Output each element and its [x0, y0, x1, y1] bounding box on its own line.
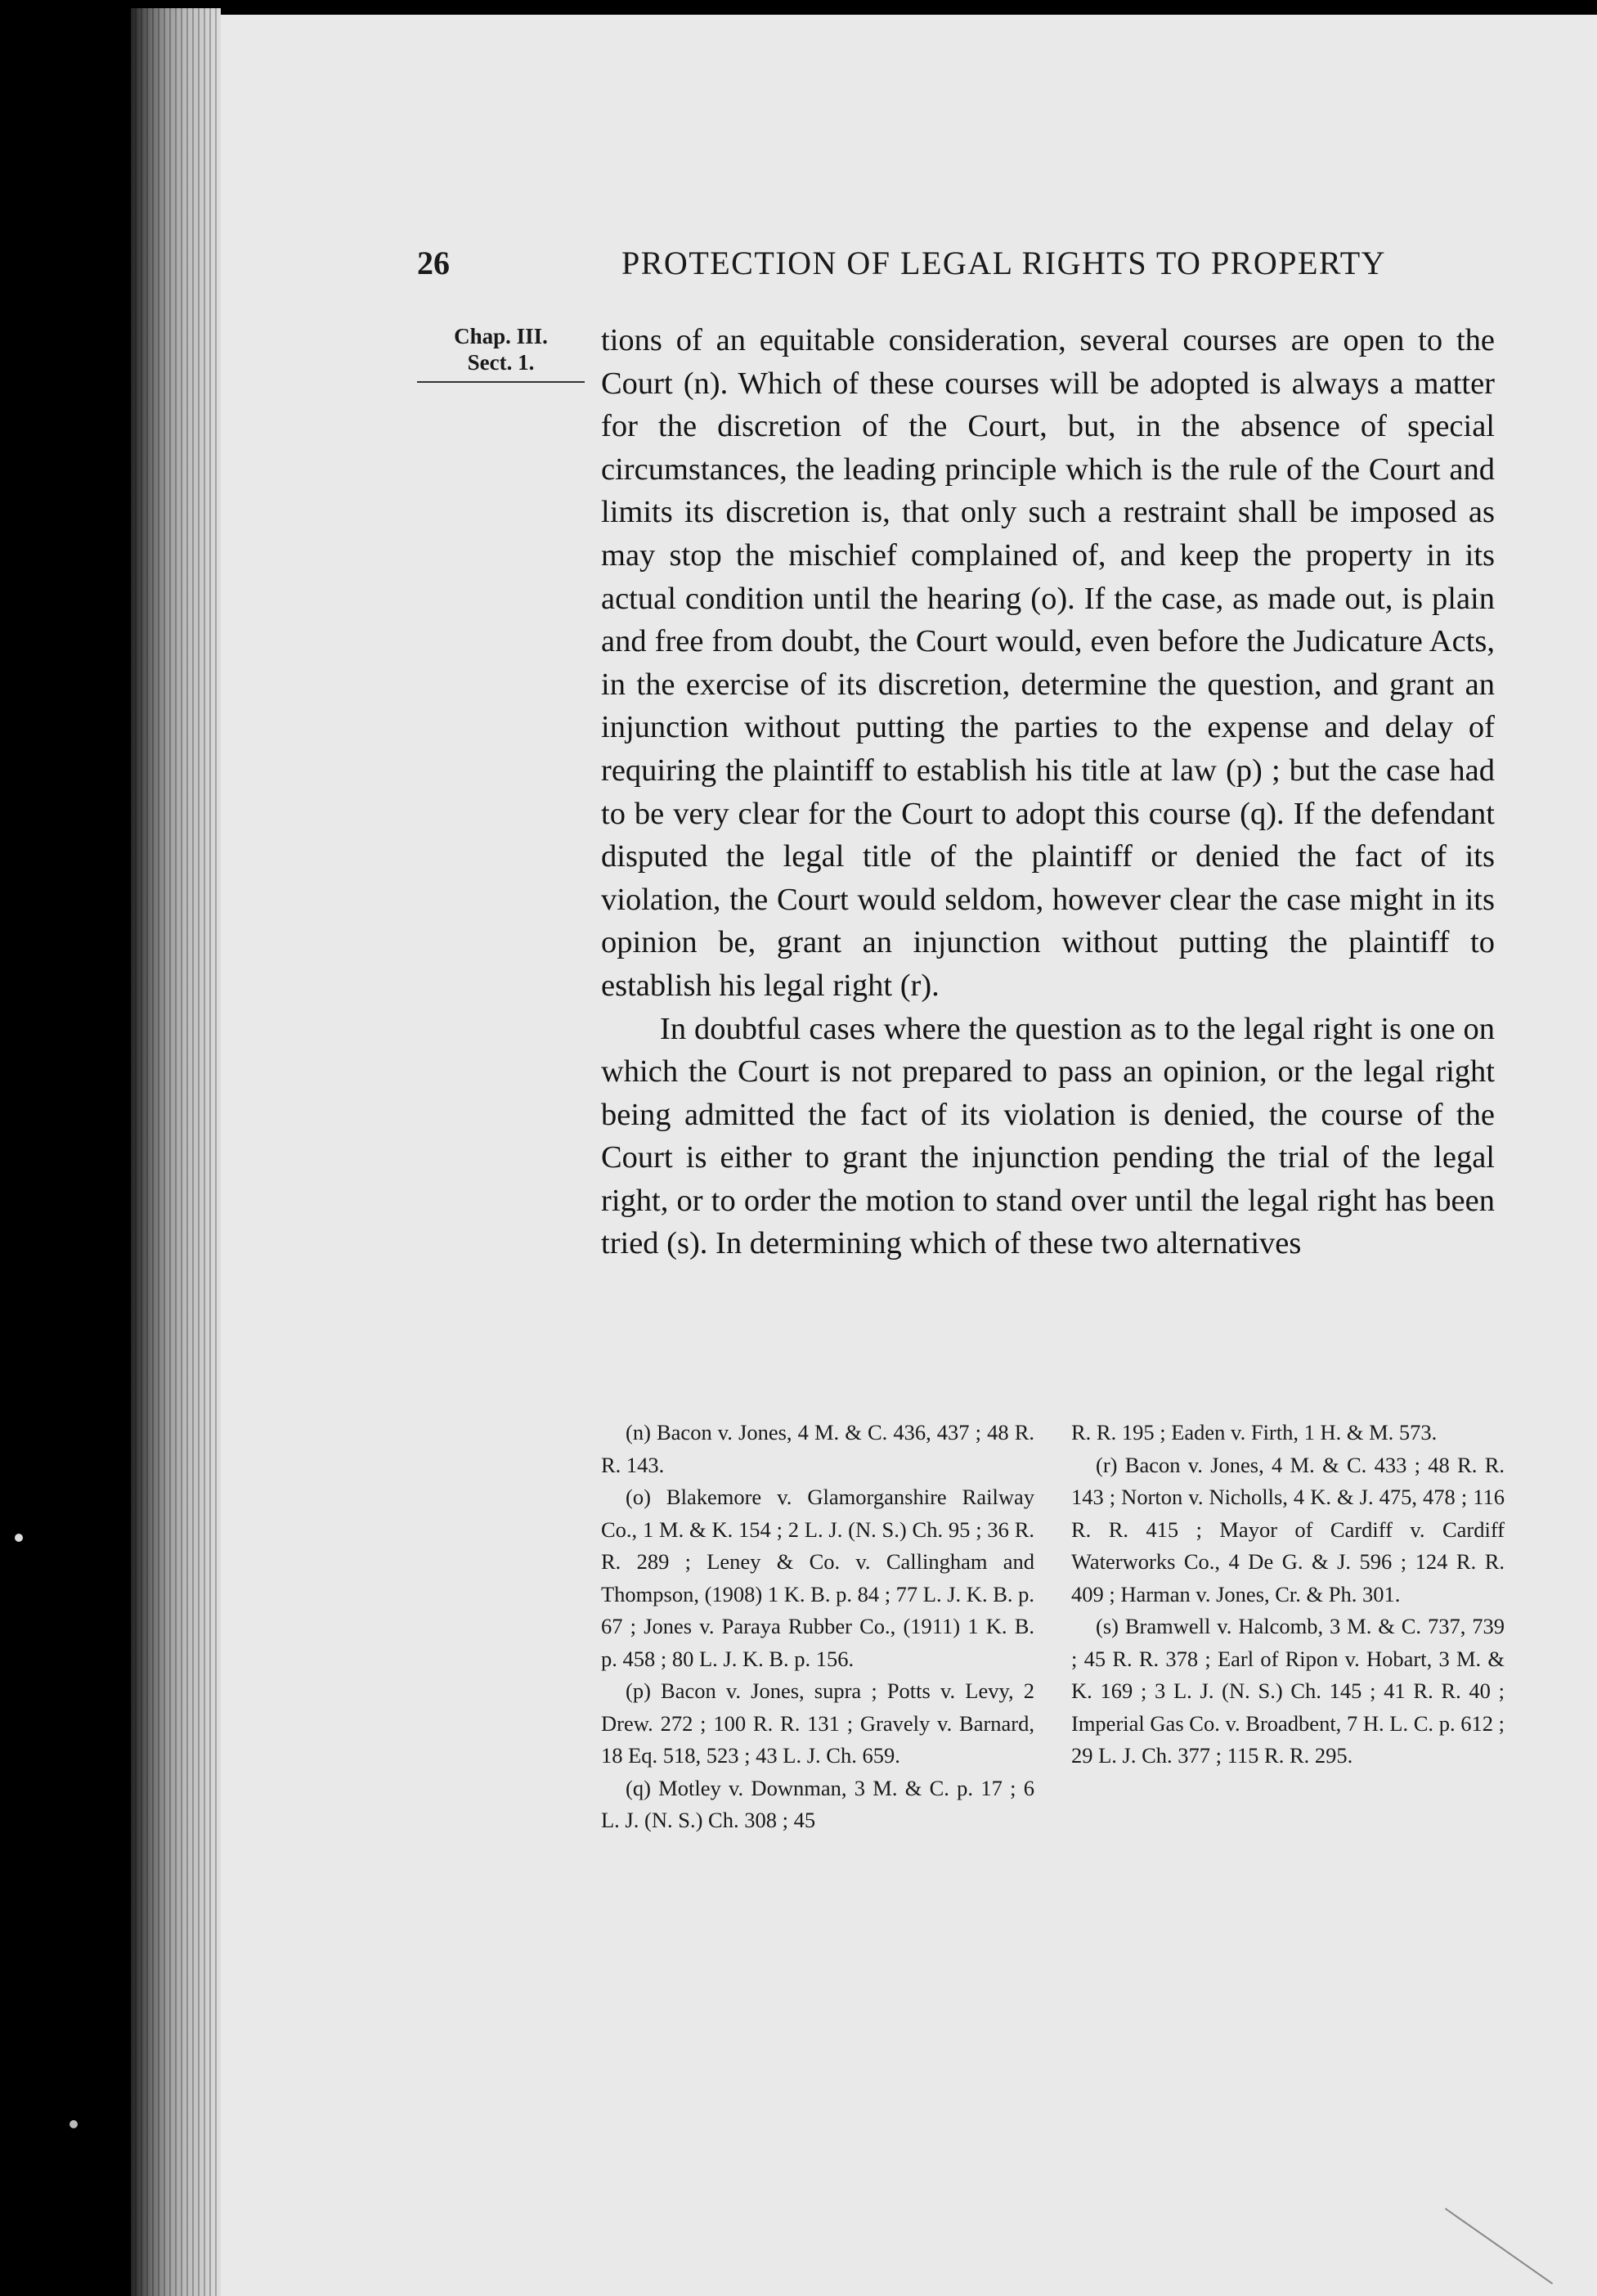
footnote: (n) Bacon v. Jones, 4 M. & C. 436, 437 ; 48 R. R. 143.	[601, 1420, 1034, 1477]
body-paragraph: In doubtful cases where the question as to the legal right is one on which the Court is not prepared to pass an opinion, or the legal right being admitted the fact of its violation is denied, the course of the Court is either to grant the injunction pending the trial of the legal right, or to order the motion to stand over until the legal right has been tried (s). In determining which of these two alternatives	[601, 1011, 1495, 1261]
footnotes-right-column	[1071, 1417, 1505, 1773]
margin-chapter: Chap. III.	[454, 324, 548, 348]
running-head: PROTECTION OF LEGAL RIGHTS TO PROPERTY	[621, 245, 1387, 281]
margin-note	[421, 323, 581, 375]
speck	[70, 2120, 78, 2128]
footnote: (s) Bramwell v. Halcomb, 3 M. & C. 737, 739 ; 45 R. R. 378 ; Earl of Ripon v. Hobart, 3 M. & K. 169 ; 3 L. J. (N. S.) Ch. 145 ; 41 R. R. 40 ; Imperial Gas Co. v. Broadbent, 7 H. L. C. p. 612 ; 29 L. J. Ch. 377 ; 115 R. R. 295.	[1071, 1614, 1505, 1768]
page-number: 26	[417, 245, 450, 281]
footnotes-left-column	[601, 1417, 1034, 1837]
margin-rule	[417, 381, 585, 383]
page-edge-lines	[135, 8, 217, 2296]
page-header	[409, 244, 1472, 289]
body-text	[601, 319, 1495, 1265]
speck	[15, 1534, 23, 1542]
body-paragraph: tions of an equitable consideration, several courses are open to the Court (n). Which of these courses will be adopted is always a matter for the discretion of the Court, but, in the absence of special circumstances, the leading principle which is the rule of the Court and limits its discretion is, that only such a restraint shall be imposed as may stop the mischief complained of, and keep the property in its actual condition until the hearing (o). If the case, as made out, is plain and free from doubt, the Court would, even before the Judicature Acts, in the exercise of its discretion, determine the question, and grant an injunction without putting the parties to the expense and delay of requiring the plaintiff to establish his title at law (p) ; but the case had to be very clear for the Court to adopt this course (q). If the defendant disputed the legal title of the plaintiff or denied the fact of its violation, the Court would seldom, however clear the case might in its opinion be, grant an injunction without putting the plaintiff to establish his legal right (r).	[601, 323, 1495, 1003]
footnote: (o) Blakemore v. Glamorganshire Railway Co., 1 M. & K. 154 ; 2 L. J. (N. S.) Ch. 95 ; 36 R. R. 289 ; Leney & Co. v. Callingham and Thompson, (1908) 1 K. B. p. 84 ; 77 L. J. K. B. p. 67 ; Jones v. Paraya Rubber Co., (1911) 1 K. B. p. 458 ; 80 L. J. K. B. p. 156.	[601, 1485, 1034, 1671]
footnote: (p) Bacon v. Jones, supra ; Potts v. Levy, 2 Drew. 272 ; 100 R. R. 131 ; Gravely v. Barnard, 18 Eq. 518, 523 ; 43 L. J. Ch. 659.	[601, 1678, 1034, 1768]
margin-section: Sect. 1.	[467, 350, 535, 375]
footnote-continued: R. R. 195 ; Eaden v. Firth, 1 H. & M. 573.	[1071, 1420, 1438, 1445]
footnote: (q) Motley v. Downman, 3 M. & C. p. 17 ; 6 L. J. (N. S.) Ch. 308 ; 45	[601, 1775, 1034, 1832]
footnote: (r) Bacon v. Jones, 4 M. & C. 433 ; 48 R. R. 143 ; Norton v. Nicholls, 4 K. & J. 475, 478 ; 116 R. R. 415 ; Mayor of Cardiff v. Cardiff Waterworks Co., 4 De G. & J. 596 ; 124 R. R. 409 ; Harman v. Jones, Cr. & Ph. 301.	[1071, 1452, 1505, 1606]
